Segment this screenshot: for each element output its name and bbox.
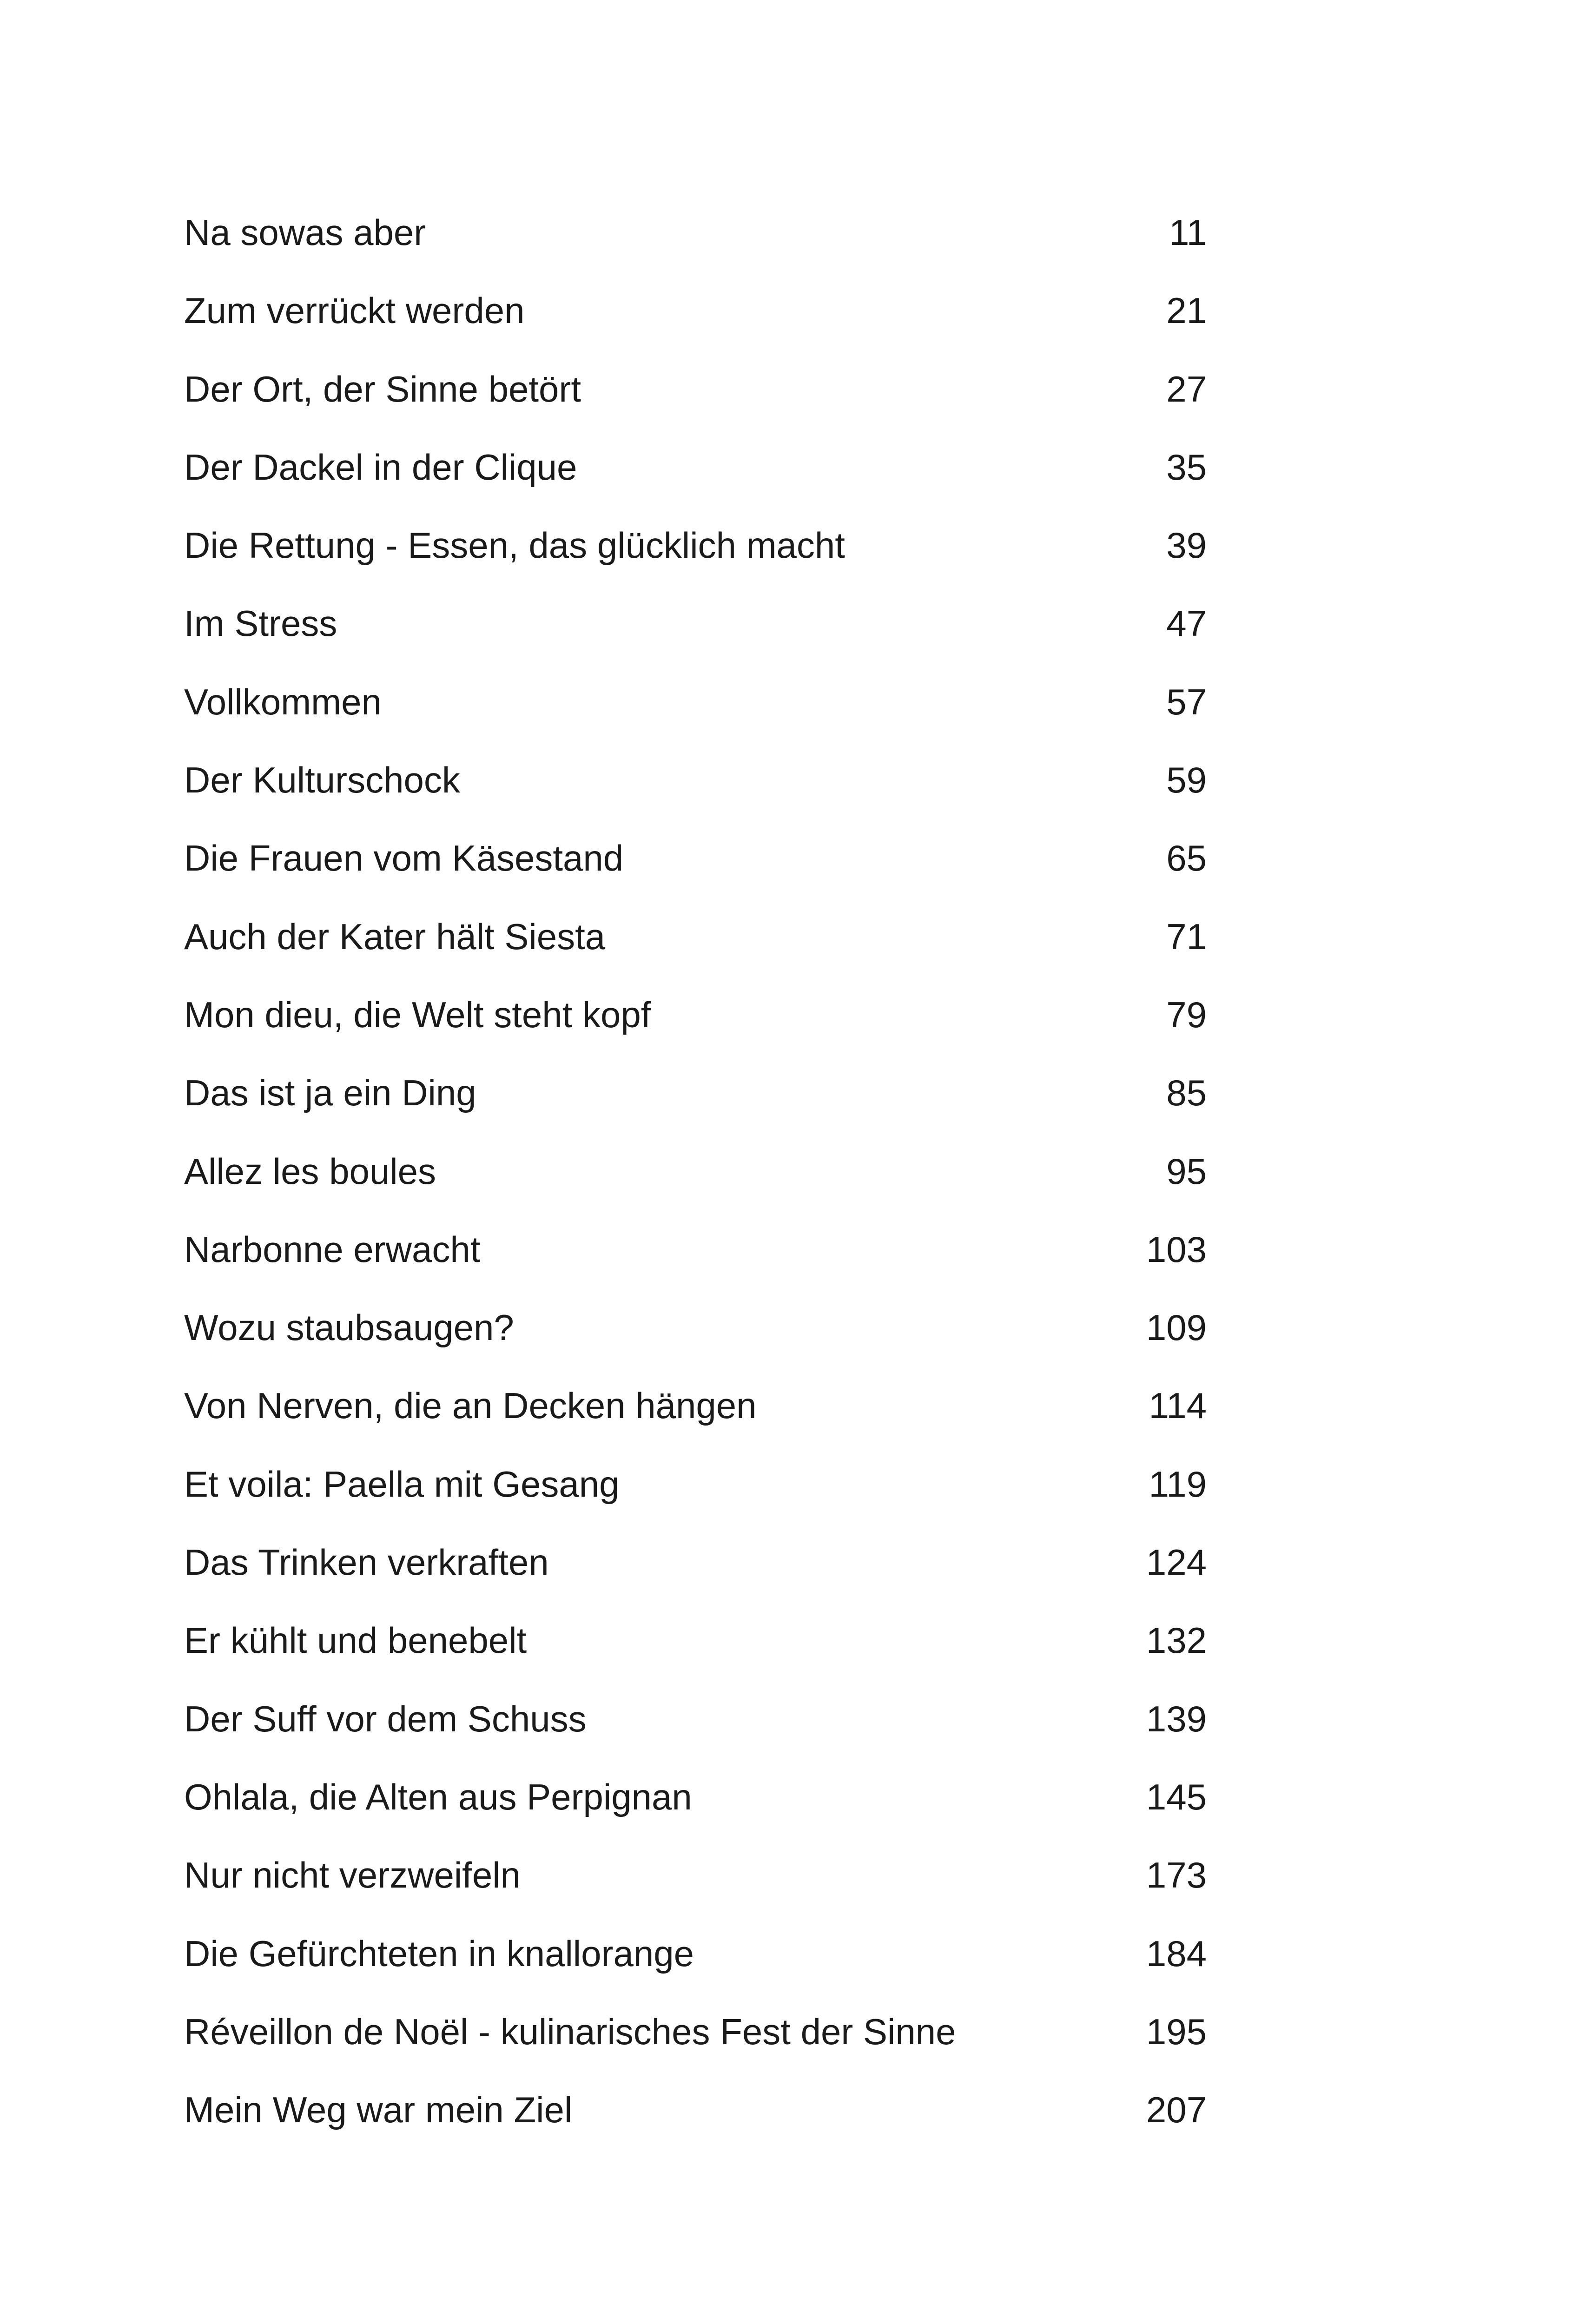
toc-entry-title: Réveillon de Noël - kulinarisches Fest der Sinne	[184, 2011, 956, 2052]
toc-entry	[184, 987, 1207, 1065]
toc-entry	[184, 674, 1207, 752]
toc-entry	[184, 830, 1207, 908]
toc-entry-title: Auch der Kater hält Siesta	[184, 916, 606, 957]
toc-entry-page: 114	[1149, 1385, 1207, 1426]
toc-entry-page: 119	[1149, 1463, 1207, 1505]
toc-entry-title: Vollkommen	[184, 681, 382, 722]
toc-entry-page: 21	[1166, 290, 1207, 331]
toc-entry-page: 207	[1146, 2089, 1207, 2131]
toc-entry	[184, 1847, 1207, 1925]
toc-entry-page: 39	[1166, 525, 1207, 566]
toc-entry	[184, 2004, 1207, 2082]
table-of-contents	[184, 205, 1207, 2160]
toc-entry-title: Das ist ja ein Ding	[184, 1072, 476, 1114]
toc-entry	[184, 1534, 1207, 1612]
toc-entry-title: Der Kulturschock	[184, 759, 460, 801]
toc-entry-page: 173	[1146, 1855, 1207, 1896]
toc-entry-page: 109	[1146, 1307, 1207, 1348]
toc-entry-title: Mein Weg war mein Ziel	[184, 2089, 573, 2131]
toc-entry-title: Nur nicht verzweifeln	[184, 1855, 521, 1896]
toc-entry-page: 47	[1166, 603, 1207, 644]
toc-entry-title: Im Stress	[184, 603, 337, 644]
toc-entry-page: 124	[1146, 1542, 1207, 1583]
toc-entry	[184, 1691, 1207, 1769]
toc-entry	[184, 1143, 1207, 1221]
toc-entry-page: 11	[1169, 212, 1207, 253]
toc-entry-page: 85	[1166, 1072, 1207, 1114]
toc-entry-title: Ohlala, die Alten aus Perpignan	[184, 1776, 692, 1817]
toc-entry-page: 65	[1166, 838, 1207, 879]
toc-entry-title: Die Rettung - Essen, das glücklich macht	[184, 525, 845, 566]
toc-entry	[184, 1926, 1207, 2004]
toc-entry-page: 71	[1166, 916, 1207, 957]
toc-entry	[184, 283, 1207, 361]
toc-entry	[184, 1221, 1207, 1300]
toc-entry-page: 35	[1166, 446, 1207, 488]
toc-entry	[184, 517, 1207, 595]
toc-entry-page: 95	[1166, 1150, 1207, 1192]
toc-entry-title: Mon dieu, die Welt steht kopf	[184, 994, 651, 1035]
toc-entry-title: Der Suff vor dem Schuss	[184, 1698, 587, 1739]
toc-entry-title: Narbonne erwacht	[184, 1228, 481, 1270]
toc-entry-title: Zum verrückt werden	[184, 290, 525, 331]
toc-entry	[184, 909, 1207, 987]
toc-entry-title: Der Dackel in der Clique	[184, 446, 577, 488]
toc-entry-title: Allez les boules	[184, 1150, 436, 1192]
toc-entry-title: Die Frauen vom Käsestand	[184, 838, 624, 879]
toc-entry-page: 59	[1166, 759, 1207, 801]
toc-entry	[184, 439, 1207, 517]
toc-entry-page: 79	[1166, 994, 1207, 1035]
toc-entry-page: 103	[1146, 1228, 1207, 1270]
toc-entry-page: 145	[1146, 1776, 1207, 1817]
toc-entry	[184, 1065, 1207, 1143]
toc-entry	[184, 1378, 1207, 1456]
toc-entry-title: Von Nerven, die an Decken hängen	[184, 1385, 757, 1426]
toc-entry	[184, 361, 1207, 439]
toc-entry-title: Das Trinken verkraften	[184, 1542, 549, 1583]
toc-entry-title: Die Gefürchteten in knallorange	[184, 1933, 694, 1974]
toc-entry	[184, 1456, 1207, 1534]
toc-entry-title: Der Ort, der Sinne betört	[184, 368, 581, 409]
toc-entry-page: 27	[1166, 368, 1207, 409]
toc-entry	[184, 1300, 1207, 1378]
toc-entry	[184, 205, 1207, 283]
toc-entry-page: 57	[1166, 681, 1207, 722]
toc-entry	[184, 595, 1207, 673]
toc-entry-title: Er kühlt und benebelt	[184, 1620, 527, 1661]
toc-entry-title: Et voila: Paella mit Gesang	[184, 1463, 620, 1505]
toc-entry	[184, 2082, 1207, 2160]
toc-entry-page: 184	[1146, 1933, 1207, 1974]
toc-entry	[184, 752, 1207, 830]
toc-entry-page: 139	[1146, 1698, 1207, 1739]
toc-entry	[184, 1769, 1207, 1847]
toc-entry-title: Na sowas aber	[184, 212, 426, 253]
toc-entry-title: Wozu staubsaugen?	[184, 1307, 514, 1348]
toc-entry-page: 132	[1146, 1620, 1207, 1661]
toc-entry	[184, 1612, 1207, 1690]
toc-entry-page: 195	[1146, 2011, 1207, 2052]
